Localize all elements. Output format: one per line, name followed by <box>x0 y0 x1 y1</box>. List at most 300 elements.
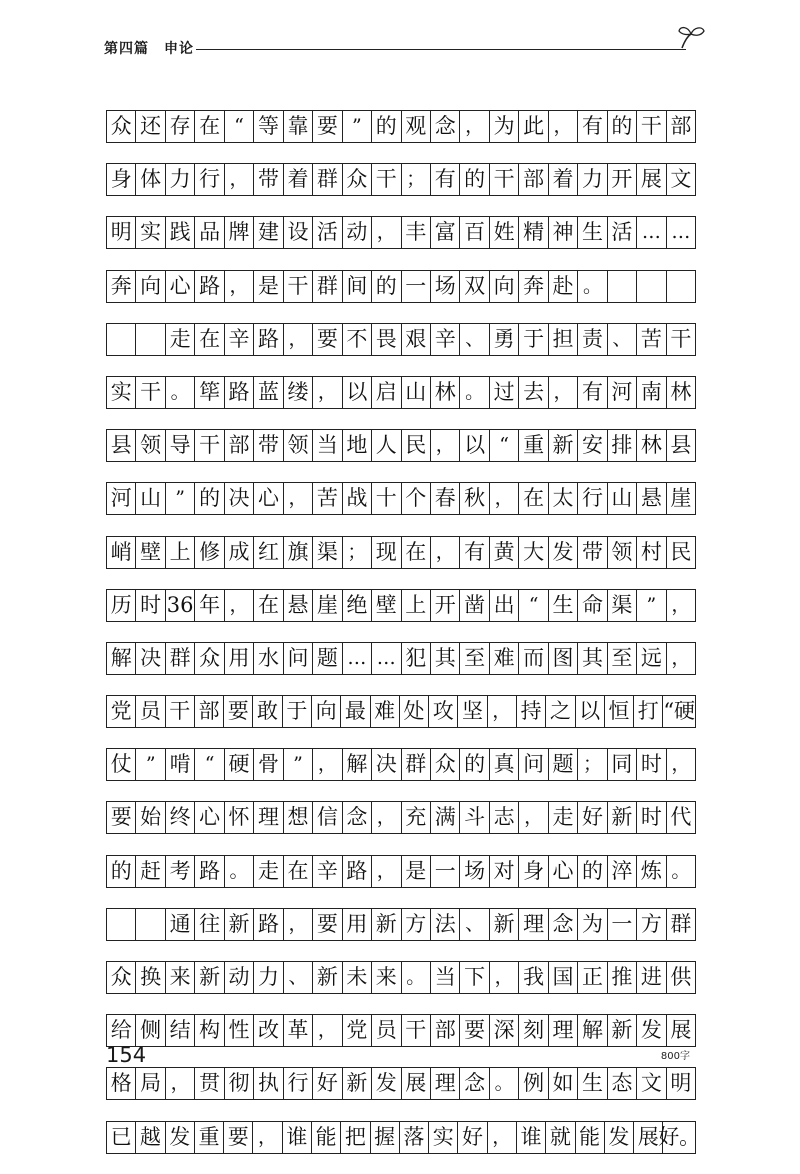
grid-cell: ， <box>460 111 489 142</box>
grid-cell: 动 <box>343 217 372 248</box>
grid-cell: 实 <box>429 1122 458 1153</box>
grid-cell: 于 <box>283 696 312 727</box>
grid-row <box>106 1067 696 1100</box>
grid-cell: 红 <box>254 537 283 568</box>
grid-cell: 现 <box>372 537 401 568</box>
grid-cell: 民 <box>667 537 696 568</box>
word-count-mark: 800字 <box>660 1051 690 1063</box>
grid-cell: 还 <box>136 111 165 142</box>
grid-cell: 修 <box>195 537 224 568</box>
grid-cell <box>136 324 165 355</box>
grid-cell: 员 <box>372 1015 401 1046</box>
grid-cell: 重 <box>195 1122 224 1153</box>
grid-row <box>106 695 696 728</box>
grid-cell: 众 <box>107 962 136 993</box>
grid-cell: 以 <box>460 430 489 461</box>
grid-cell: … <box>372 643 401 674</box>
grid-cell: 当 <box>431 962 460 993</box>
grid-row <box>106 110 696 143</box>
grid-row <box>106 323 696 356</box>
grid-cell: 往 <box>195 909 224 940</box>
grid-cell: 建 <box>254 217 283 248</box>
grid-cell: 代 <box>667 802 696 833</box>
grid-cell: 心 <box>254 483 283 514</box>
grid-cell: 牌 <box>225 217 254 248</box>
grid-cell: 体 <box>136 164 165 195</box>
grid-cell: 深 <box>490 1015 519 1046</box>
grid-cell: 悬 <box>637 483 666 514</box>
grid-cell: 双 <box>460 271 489 302</box>
grid-cell: 能 <box>312 1122 341 1153</box>
sprout-icon <box>676 22 706 52</box>
grid-cell: 春 <box>431 483 460 514</box>
grid-cell: 国 <box>549 962 578 993</box>
grid-cell: ” <box>136 749 165 780</box>
grid-row <box>106 163 696 196</box>
grid-cell: ， <box>488 1122 517 1153</box>
grid-cell: 打 <box>634 696 663 727</box>
grid-cell: 安 <box>578 430 607 461</box>
grid-cell: 神 <box>549 217 578 248</box>
grid-cell: 展 <box>637 164 666 195</box>
grid-cell: 赴 <box>549 271 578 302</box>
grid-cell: 决 <box>372 749 401 780</box>
grid-cell: … <box>637 217 666 248</box>
grid-cell: 艰 <box>402 324 431 355</box>
grid-row <box>106 642 696 675</box>
grid-cell: 好 <box>313 1068 342 1099</box>
grid-cell: 个 <box>402 483 431 514</box>
grid-cell: ， <box>667 749 696 780</box>
grid-cell: 彻 <box>225 1068 254 1099</box>
grid-cell: 精 <box>519 217 548 248</box>
grid-cell: 启 <box>372 377 401 408</box>
grid-cell: 36 <box>166 590 195 621</box>
grid-cell: 新 <box>313 962 342 993</box>
grid-cell: 领 <box>608 537 637 568</box>
grid-cell: ， <box>431 430 460 461</box>
grid-cell: 导 <box>166 430 195 461</box>
grid-cell: 念 <box>460 1068 489 1099</box>
grid-cell: 赶 <box>136 856 165 887</box>
grid-cell: 要 <box>224 696 253 727</box>
grid-cell: 有 <box>578 111 607 142</box>
grid-cell: 崖 <box>667 483 696 514</box>
grid-cell: 水 <box>254 643 283 674</box>
grid-cell: 至 <box>608 643 637 674</box>
grid-cell <box>608 271 637 302</box>
grid-cell: 命 <box>578 590 607 621</box>
grid-cell: 题 <box>313 643 342 674</box>
grid-cell: ， <box>549 377 578 408</box>
grid-cell: 啃 <box>166 749 195 780</box>
grid-cell: 开 <box>431 590 460 621</box>
grid-cell: 在 <box>195 324 224 355</box>
grid-cell: 推 <box>608 962 637 993</box>
grid-cell: 是 <box>402 856 431 887</box>
grid-cell: 。 <box>402 962 431 993</box>
grid-cell: 性 <box>225 1015 254 1046</box>
grid-cell: 理 <box>549 1015 578 1046</box>
grid-cell: 新 <box>608 802 637 833</box>
grid-cell: 攻 <box>429 696 458 727</box>
grid-cell: 奔 <box>519 271 548 302</box>
grid-cell: 奔 <box>107 271 136 302</box>
grid-row <box>106 855 696 888</box>
grid-cell: 渠 <box>313 537 342 568</box>
grid-cell: 干 <box>402 1015 431 1046</box>
grid-cell: 未 <box>343 962 372 993</box>
grid-cell: 同 <box>608 749 637 780</box>
grid-cell: 真 <box>490 749 519 780</box>
grid-cell: 黄 <box>490 537 519 568</box>
grid-cell: 远 <box>637 643 666 674</box>
grid-cell: 战 <box>343 483 372 514</box>
grid-cell: 勇 <box>490 324 519 355</box>
grid-cell: 部 <box>519 164 548 195</box>
grid-cell: 十 <box>372 483 401 514</box>
grid-cell: 新 <box>549 430 578 461</box>
grid-cell: 正 <box>578 962 607 993</box>
grid-cell: 改 <box>254 1015 283 1046</box>
grid-cell: 解 <box>343 749 372 780</box>
grid-cell: 力 <box>254 962 283 993</box>
grid-cell: 处 <box>400 696 429 727</box>
grid-cell: 干 <box>195 430 224 461</box>
grid-cell: 革 <box>284 1015 313 1046</box>
grid-cell: 满 <box>431 802 460 833</box>
grid-cell: 走 <box>166 324 195 355</box>
grid-cell: 场 <box>431 271 460 302</box>
grid-cell: 山 <box>402 377 431 408</box>
grid-cell: 落 <box>400 1122 429 1153</box>
grid-cell: 一 <box>431 856 460 887</box>
grid-cell: 群 <box>166 643 195 674</box>
grid-cell: 渠 <box>608 590 637 621</box>
grid-cell: 百 <box>460 217 489 248</box>
grid-cell: 上 <box>402 590 431 621</box>
grid-cell: 念 <box>343 802 372 833</box>
grid-cell: 通 <box>166 909 195 940</box>
grid-cell: 发 <box>166 1122 195 1153</box>
grid-cell: 构 <box>195 1015 224 1046</box>
grid-cell: 林 <box>667 377 696 408</box>
grid-cell: 有 <box>578 377 607 408</box>
grid-cell: 排 <box>608 430 637 461</box>
grid-cell: 着 <box>549 164 578 195</box>
grid-cell: 方 <box>402 909 431 940</box>
grid-cell: 好 <box>578 802 607 833</box>
grid-cell: ； <box>578 749 607 780</box>
grid-cell: 生 <box>549 590 578 621</box>
grid-cell: 新 <box>343 1068 372 1099</box>
grid-cell: 壁 <box>136 537 165 568</box>
grid-cell: 的 <box>460 164 489 195</box>
grid-row <box>106 801 696 834</box>
grid-cell: 在 <box>254 590 283 621</box>
grid-cell: 的 <box>578 856 607 887</box>
grid-cell: 。 <box>166 377 195 408</box>
grid-cell: 带 <box>254 430 283 461</box>
grid-cell: … <box>343 643 372 674</box>
grid-cell: 发 <box>637 1015 666 1046</box>
grid-cell <box>107 909 136 940</box>
grid-cell: 太 <box>549 483 578 514</box>
grid-cell: 越 <box>136 1122 165 1153</box>
grid-cell: 干 <box>166 696 195 727</box>
grid-cell: 解 <box>578 1015 607 1046</box>
grid-cell: 决 <box>225 483 254 514</box>
grid-cell: 身 <box>519 856 548 887</box>
grid-cell: ， <box>372 217 401 248</box>
grid-cell: 理 <box>254 802 283 833</box>
grid-cell: 换 <box>136 962 165 993</box>
grid-cell: 要 <box>313 111 342 142</box>
grid-cell: 志 <box>490 802 519 833</box>
grid-cell: “ <box>225 111 254 142</box>
grid-cell: 把 <box>341 1122 370 1153</box>
grid-cell: 重 <box>519 430 548 461</box>
grid-cell: 众 <box>343 164 372 195</box>
grid-cell: ， <box>488 696 517 727</box>
grid-cell: 年 <box>195 590 224 621</box>
grid-cell: 当 <box>313 430 342 461</box>
grid-cell: 淬 <box>608 856 637 887</box>
grid-cell: 旗 <box>284 537 313 568</box>
grid-cell: 走 <box>254 856 283 887</box>
grid-cell: “ <box>519 590 548 621</box>
grid-cell: 法 <box>431 909 460 940</box>
grid-cell: 、 <box>608 324 637 355</box>
grid-cell: 路 <box>254 909 283 940</box>
header-rule <box>196 49 686 50</box>
page-number: 154 <box>106 1043 147 1067</box>
grid-cell: 来 <box>166 962 195 993</box>
grid-cell: 壁 <box>372 590 401 621</box>
grid-cell: ， <box>225 271 254 302</box>
grid-cell: 群 <box>313 271 342 302</box>
grid-cell: 一 <box>608 909 637 940</box>
grid-cell: 始 <box>136 802 165 833</box>
grid-cell: 的 <box>460 749 489 780</box>
grid-cell: 难 <box>371 696 400 727</box>
grid-cell: 问 <box>284 643 313 674</box>
grid-cell: 怀 <box>225 802 254 833</box>
grid-cell: 的 <box>107 856 136 887</box>
grid-cell: 存 <box>166 111 195 142</box>
grid-cell: 河 <box>608 377 637 408</box>
grid-cell: ， <box>284 909 313 940</box>
grid-cell: 带 <box>578 537 607 568</box>
grid-cell: 部 <box>431 1015 460 1046</box>
grid-cell: ， <box>284 324 313 355</box>
grid-cell: 来 <box>372 962 401 993</box>
grid-row <box>106 961 696 994</box>
grid-cell: 而 <box>519 643 548 674</box>
grid-cell: 山 <box>136 483 165 514</box>
grid-cell: 群 <box>313 164 342 195</box>
grid-cell: 富 <box>431 217 460 248</box>
grid-cell: 县 <box>667 430 696 461</box>
grid-cell: 念 <box>431 111 460 142</box>
grid-cell: 心 <box>195 802 224 833</box>
grid-cell: ， <box>490 962 519 993</box>
grid-cell: 河 <box>107 483 136 514</box>
grid-cell: 展 <box>634 1122 663 1153</box>
grid-cell: 格 <box>107 1068 136 1099</box>
grid-cell: 如 <box>549 1068 578 1099</box>
grid-cell: 众 <box>107 111 136 142</box>
grid-cell: 我 <box>519 962 548 993</box>
grid-cell: 群 <box>402 749 431 780</box>
grid-cell: 上 <box>166 537 195 568</box>
grid-cell: 领 <box>284 430 313 461</box>
grid-cell: 执 <box>254 1068 283 1099</box>
grid-cell: 南 <box>637 377 666 408</box>
grid-cell: 的 <box>195 483 224 514</box>
grid-cell: 明 <box>667 1068 696 1099</box>
grid-cell: 的 <box>372 271 401 302</box>
grid-cell: ” <box>166 483 195 514</box>
grid-cell: 部 <box>195 696 224 727</box>
grid-cell: 文 <box>637 1068 666 1099</box>
grid-cell: 实 <box>136 217 165 248</box>
grid-cell: ， <box>225 164 254 195</box>
grid-cell: 供 <box>667 962 696 993</box>
grid-cell: 间 <box>343 271 372 302</box>
grid-cell: 活 <box>608 217 637 248</box>
grid-cell: “硬 <box>663 696 696 727</box>
composition-grid <box>106 110 701 1174</box>
grid-cell: 人 <box>372 430 401 461</box>
grid-cell: 生 <box>578 217 607 248</box>
grid-cell: 行 <box>284 1068 313 1099</box>
grid-cell: 辛 <box>313 856 342 887</box>
grid-cell: 路 <box>254 324 283 355</box>
grid-cell: 要 <box>313 909 342 940</box>
grid-cell: 想 <box>284 802 313 833</box>
grid-cell: 充 <box>402 802 431 833</box>
grid-cell: 行 <box>195 164 224 195</box>
grid-cell: 路 <box>343 856 372 887</box>
grid-cell: 干 <box>667 324 696 355</box>
grid-cell: 员 <box>136 696 165 727</box>
grid-cell: 要 <box>313 324 342 355</box>
grid-cell: 部 <box>225 430 254 461</box>
grid-cell: 理 <box>431 1068 460 1099</box>
grid-cell: 发 <box>372 1068 401 1099</box>
grid-cell: 最 <box>341 696 370 727</box>
grid-cell: 在 <box>284 856 313 887</box>
grid-cell: 靠 <box>284 111 313 142</box>
grid-cell: 展 <box>667 1015 696 1046</box>
grid-cell: 去 <box>519 377 548 408</box>
grid-cell: 历 <box>107 590 136 621</box>
grid-cell: 部 <box>667 111 696 142</box>
grid-cell: 党 <box>343 1015 372 1046</box>
grid-cell: 等 <box>254 111 283 142</box>
grid-cell: 的 <box>608 111 637 142</box>
grid-cell: 践 <box>166 217 195 248</box>
grid-cell: 犯 <box>402 643 431 674</box>
grid-cell: 敢 <box>253 696 282 727</box>
grid-cell: 贯 <box>195 1068 224 1099</box>
grid-cell: 活 <box>313 217 342 248</box>
grid-cell: 展 <box>402 1068 431 1099</box>
grid-cell: 。 <box>225 856 254 887</box>
grid-cell: 信 <box>313 802 342 833</box>
grid-cell: 崖 <box>313 590 342 621</box>
grid-cell: 在 <box>402 537 431 568</box>
grid-cell <box>667 271 696 302</box>
grid-cell: 悬 <box>284 590 313 621</box>
grid-cell: 新 <box>490 909 519 940</box>
grid-cell: 苦 <box>637 324 666 355</box>
grid-cell: 发 <box>605 1122 634 1153</box>
grid-cell: 方 <box>637 909 666 940</box>
grid-cell: ， <box>431 537 460 568</box>
grid-row <box>106 270 696 303</box>
grid-cell <box>107 324 136 355</box>
grid-cell: 干 <box>284 271 313 302</box>
grid-cell: 为 <box>578 909 607 940</box>
grid-cell: 畏 <box>372 324 401 355</box>
grid-cell: 好 <box>458 1122 487 1153</box>
running-header <box>104 36 700 62</box>
grid-cell: 例 <box>519 1068 548 1099</box>
grid-cell: 开 <box>608 164 637 195</box>
grid-cell: 观 <box>402 111 431 142</box>
grid-row <box>106 748 696 781</box>
grid-cell: 筚 <box>195 377 224 408</box>
grid-cell: 之 <box>546 696 575 727</box>
grid-cell: 动 <box>225 962 254 993</box>
grid-cell: 骨 <box>254 749 283 780</box>
grid-cell: 。 <box>667 856 696 887</box>
grid-cell: ， <box>372 802 401 833</box>
grid-cell: 时 <box>637 749 666 780</box>
grid-cell: 图 <box>549 643 578 674</box>
grid-cell: 握 <box>371 1122 400 1153</box>
grid-cell: ， <box>313 377 342 408</box>
grid-cell: 理 <box>519 909 548 940</box>
grid-cell: 斗 <box>460 802 489 833</box>
grid-cell: ， <box>225 590 254 621</box>
grid-cell: 大 <box>519 537 548 568</box>
grid-cell: 发 <box>549 537 578 568</box>
grid-cell: 一 <box>402 271 431 302</box>
grid-cell: 谁 <box>517 1122 546 1153</box>
grid-cell: 是 <box>254 271 283 302</box>
grid-cell: 责 <box>578 324 607 355</box>
grid-cell: 干 <box>637 111 666 142</box>
grid-cell: 要 <box>460 1015 489 1046</box>
grid-cell: 干 <box>136 377 165 408</box>
grid-row <box>106 429 696 462</box>
grid-cell: 持 <box>517 696 546 727</box>
grid-cell: 、 <box>460 324 489 355</box>
grid-cell: 路 <box>195 271 224 302</box>
grid-cell: ， <box>313 1015 342 1046</box>
grid-cell: 好。 <box>663 1122 696 1153</box>
grid-cell: 给 <box>107 1015 136 1046</box>
grid-cell: 念 <box>549 909 578 940</box>
grid-cell: 新 <box>372 909 401 940</box>
grid-cell: 已 <box>107 1122 136 1153</box>
grid-cell: 党 <box>107 696 136 727</box>
grid-cell: 峭 <box>107 537 136 568</box>
grid-cell: ； <box>402 164 431 195</box>
